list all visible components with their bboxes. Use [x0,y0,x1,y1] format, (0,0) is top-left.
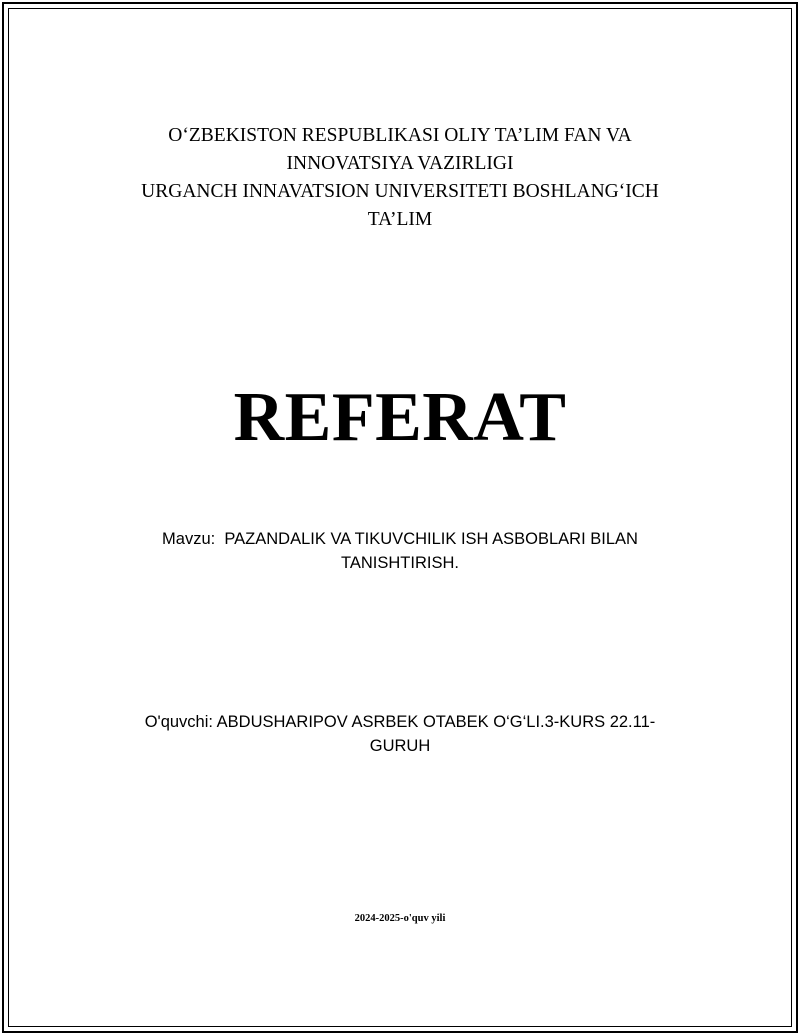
header-line: URGANCH INNAVATSION UNIVERSITETI BOSHLANG‘ICH [141,181,659,202]
student-line: O'quvchi: ABDUSHARIPOV ASRBEK OTABEK O‘G‘LI.3-KURS 22.11- [144,713,656,731]
student-block [100,710,700,758]
document-title: REFERAT [233,379,567,456]
topic-line: TANISHTIRISH. [341,554,459,572]
ministry-university-header [0,122,800,234]
academic-year: 2024-2025-o'quv yili [354,913,446,924]
topic-line: Mavzu: PAZANDALIK VA TIKUVCHILIK ISH ASBOBLARI BILAN [162,530,638,548]
student-line: GURUH [369,737,431,755]
header-line: INNOVATSIYA VAZIRLIGI [286,153,514,174]
header-line: TA’LIM [367,209,433,230]
header-line: O‘ZBEKISTON RESPUBLIKASI OLIY TA’LIM FAN VA [168,125,632,146]
topic-block [100,527,700,575]
